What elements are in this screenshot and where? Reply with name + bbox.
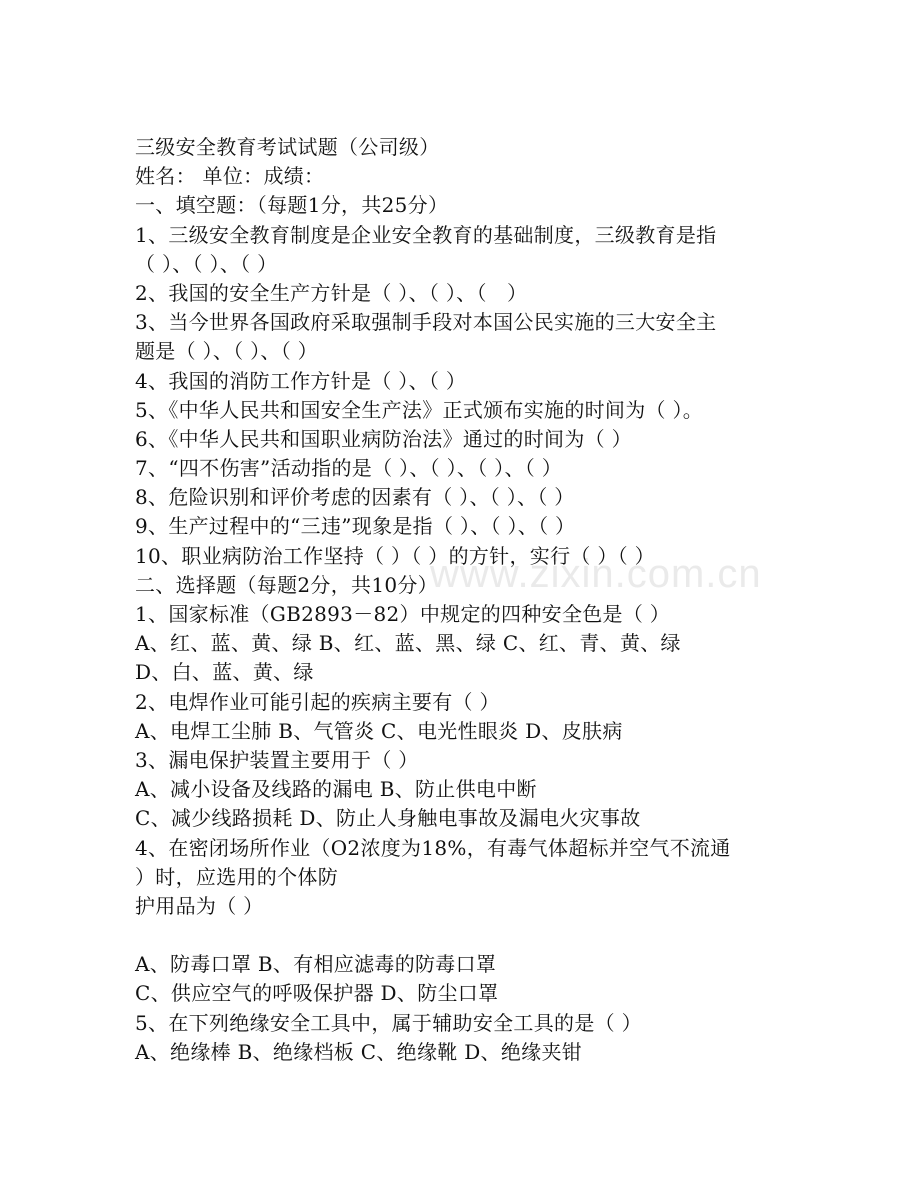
question-line: 7、“四不伤害”活动指的是（ ）、（ ）、（ ）、（ ）	[135, 456, 563, 481]
question-line: 5、《中华人民共和国安全生产法》正式颁布实施的时间为（ ）。	[135, 397, 704, 422]
option-line: A、减小设备及线路的漏电 B、防止供电中断	[135, 777, 537, 802]
document-body	[135, 133, 795, 1067]
option-line: C、供应空气的呼吸保护器 D、防尘口罩	[135, 981, 499, 1006]
document-title: 三级安全教育考试试题（公司级）	[135, 135, 440, 159]
question-line: 3、漏电保护装置主要用于（ ）	[135, 747, 419, 772]
question-line: 4、我国的消防工作方针是（ ）、（ ）	[135, 368, 467, 393]
question-line: 5、在下列绝缘安全工具中，属于辅助安全工具的是（ ）	[135, 1010, 642, 1035]
question-line: 题是（ ）、（ ）、（ ）	[135, 339, 318, 364]
section-heading-fill-in: 一、填空题：（每题1分，共25分）	[135, 193, 449, 218]
question-line: 护用品为（ ）	[135, 893, 264, 918]
option-line: A、红、蓝、黄、绿 B、红、蓝、黑、绿 C、红、青、黄、绿	[135, 631, 681, 656]
name-unit-score-line: 姓名： 单位：成绩：	[135, 164, 325, 189]
question-line: 10、职业病防治工作坚持（ ）（ ）的方针，实行（ ）（ ）	[135, 543, 655, 568]
option-line: A、电焊工尘肺 B、气管炎 C、电光性眼炎 D、皮肤病	[135, 718, 623, 743]
question-line: 6、《中华人民共和国职业病防治法》通过的时间为（ ）	[135, 426, 632, 451]
blank-line	[135, 921, 795, 950]
question-line: 4、在密闭场所作业（O2浓度为18%，有毒气体超标并空气不流通	[135, 835, 731, 860]
question-line: 2、电焊作业可能引起的疾病主要有（ ）	[135, 689, 500, 714]
question-line: ）时，应选用的个体防	[135, 864, 338, 889]
question-line: （ ）、（ ）、（ ）	[135, 251, 278, 276]
question-line: 1、国家标准（GB2893－82）中规定的四种安全色是（ ）	[135, 602, 671, 626]
option-line: A、防毒口罩 B、有相应滤毒的防毒口罩	[135, 952, 497, 977]
question-line: 9、生产过程中的“三违”现象是指（ ）、（ ）、（ ）	[135, 514, 576, 539]
watermark: www.zixin.com.cn	[430, 552, 762, 596]
option-line: A、绝缘棒 B、绝缘档板 C、绝缘靴 D、绝缘夹钳	[135, 1039, 583, 1064]
option-line: D、白、蓝、黄、绿	[135, 660, 314, 685]
option-line: C、减少线路损耗 D、防止人身触电事故及漏电火灾事故	[135, 806, 641, 831]
section-heading-choice: 二、选择题（每题2分，共10分）	[135, 572, 438, 597]
question-line: 1、三级安全教育制度是企业安全教育的基础制度，三级教育是指	[135, 222, 717, 247]
question-line: 3、当今世界各国政府采取强制手段对本国公民实施的三大安全主	[135, 310, 717, 335]
question-line: 2、我国的安全生产方针是（ ）、（ ）、（ ）	[135, 280, 528, 305]
question-line: 8、危险识别和评价考虑的因素有（ ）、（ ）、（ ）	[135, 485, 575, 510]
